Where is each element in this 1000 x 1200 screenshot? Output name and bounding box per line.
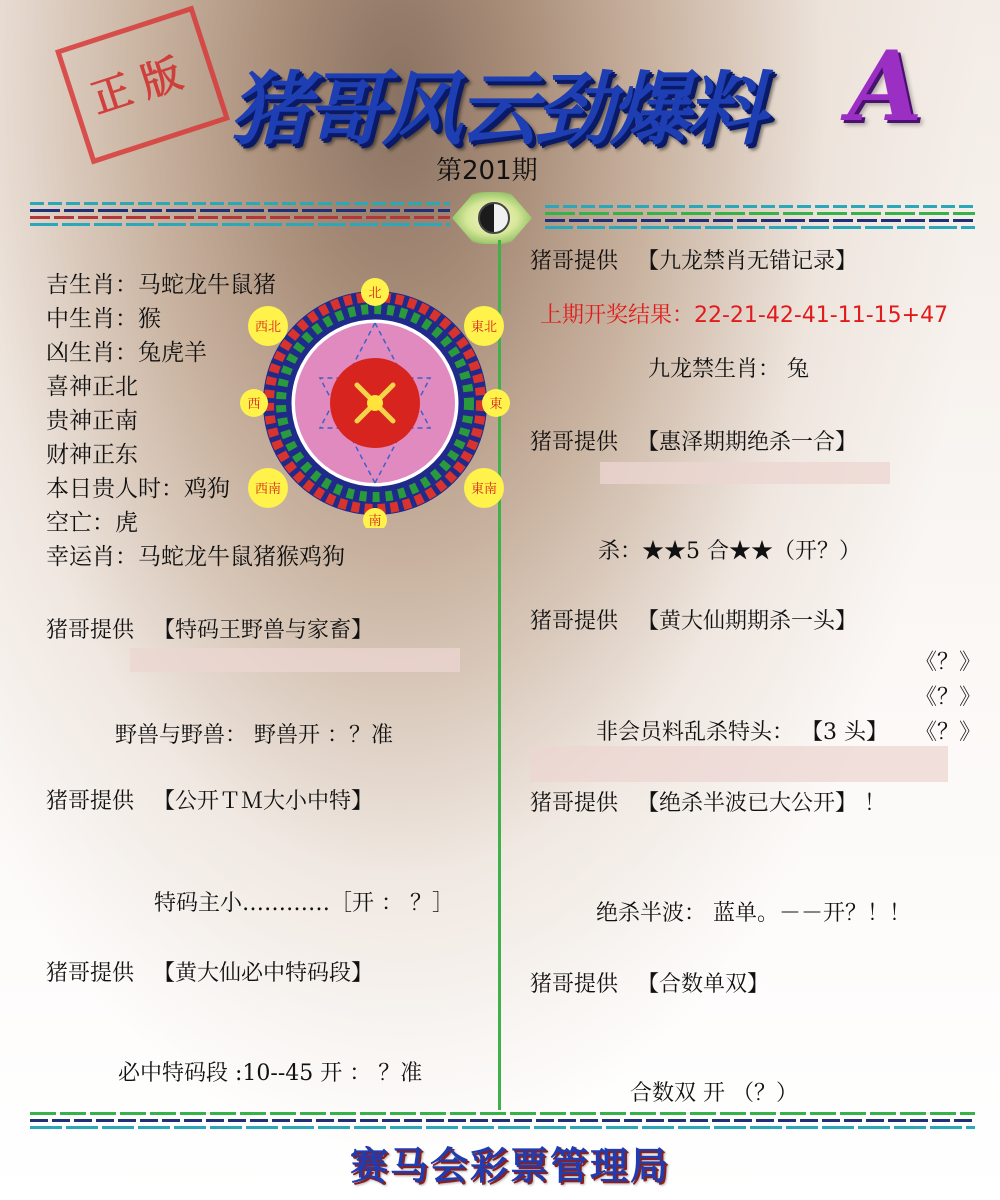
section-heading: 【绝杀半波已大公开】 ！ [637,791,887,816]
provider-label: 猪哥提供 [530,791,619,816]
provider-label: 猪哥提供 [46,789,135,814]
footer-divider [30,1110,975,1134]
right-block2-header [530,425,857,456]
info-line: 贵神正南 [46,408,138,434]
provider-label: 猪哥提供 [530,430,619,455]
section-heading: 【惠泽期期绝杀一合】 [637,430,858,455]
info-line: 凶生肖：兔虎羊 [46,340,207,366]
right-block4-header [530,786,886,817]
right-block1-header [530,244,857,275]
compass-southeast: 東南 [470,482,498,497]
compass-south: 南 [368,514,382,528]
yin-yang-icon [478,202,510,234]
section-heading: 【黄大仙期期杀一头】 [637,609,858,634]
section-heading: 【合数单双】 [637,972,770,997]
info-line: 吉生肖：马蛇龙牛鼠猪 [46,272,276,298]
left-block3-header [46,956,373,987]
section-heading: 【九龙禁肖无错记录】 [637,249,858,274]
footer-organization: 赛马会彩票管理局 [350,1144,671,1188]
highlight-bar [600,462,890,484]
compass-west: 西 [247,397,261,412]
header-divider-right [545,203,975,239]
left-block1-header [46,613,373,644]
highlight-bar [130,648,460,672]
right-block5-header [530,967,769,998]
right-block3-content: 非会员料乱杀特头： 【3 头】 [596,720,888,745]
question-mark-tag: 《？》 [915,650,982,675]
left-block3-content: 必中特码段 :10--45 开 ： ？准 [118,1061,423,1086]
info-line: 喜神正北 [46,374,138,400]
right-block4-content: 绝杀半波： 蓝单。－－开？！！ [596,901,911,926]
provider-label: 猪哥提供 [46,961,135,986]
section-heading: 【公开ＴＭ大小中特】 [153,789,374,814]
right-block3-header [530,604,857,635]
edition-badge: A [848,30,923,143]
info-line: 财神正东 [46,442,138,468]
page-title: 猪哥风云劲爆料 [230,63,762,156]
info-line: 空亡：虎 [46,510,138,536]
info-line: 幸运肖：马蛇龙牛鼠猪猴鸡狗 [46,544,345,570]
compass-east: 東 [489,397,503,412]
section-heading: 【特码王野兽与家畜】 [153,618,374,643]
left-block2-header [46,784,373,815]
compass-southwest: 西南 [254,482,282,497]
info-line: 本日贵人时：鸡狗 [46,476,230,502]
question-mark-tag: 《？》 [915,720,982,745]
jiulong-banned-zodiac: 九龙禁生肖： 兔 [648,357,809,382]
left-block1-content: 野兽与野兽： 野兽开 ：？准 [115,723,393,748]
last-draw-result: 上期开奖结果：22-21-42-41-11-15+47 [540,303,949,328]
info-line: 中生肖：猴 [46,306,161,332]
header-divider-left [30,200,450,236]
right-block2-content: 杀：★★5 合★★（开？） [598,539,861,564]
compass-north: 北 [368,286,382,301]
authentic-stamp: 正版 [55,6,230,165]
right-block5-content: 合数双 开 （？） [630,1081,798,1106]
provider-label: 猪哥提供 [530,249,619,274]
provider-label: 猪哥提供 [46,618,135,643]
highlight-bar [530,746,948,782]
compass-northwest: 西北 [254,320,282,335]
provider-label: 猪哥提供 [530,609,619,634]
fengshui-compass-wheel [240,278,510,528]
compass-northeast: 東北 [470,320,498,335]
issue-number: 第201期 [436,156,538,186]
left-block2-content: 特码主小…………［开 ： ？］ [154,891,454,916]
provider-label: 猪哥提供 [530,972,619,997]
question-mark-tag: 《？》 [915,685,982,710]
section-heading: 【黄大仙必中特码段】 [153,961,374,986]
